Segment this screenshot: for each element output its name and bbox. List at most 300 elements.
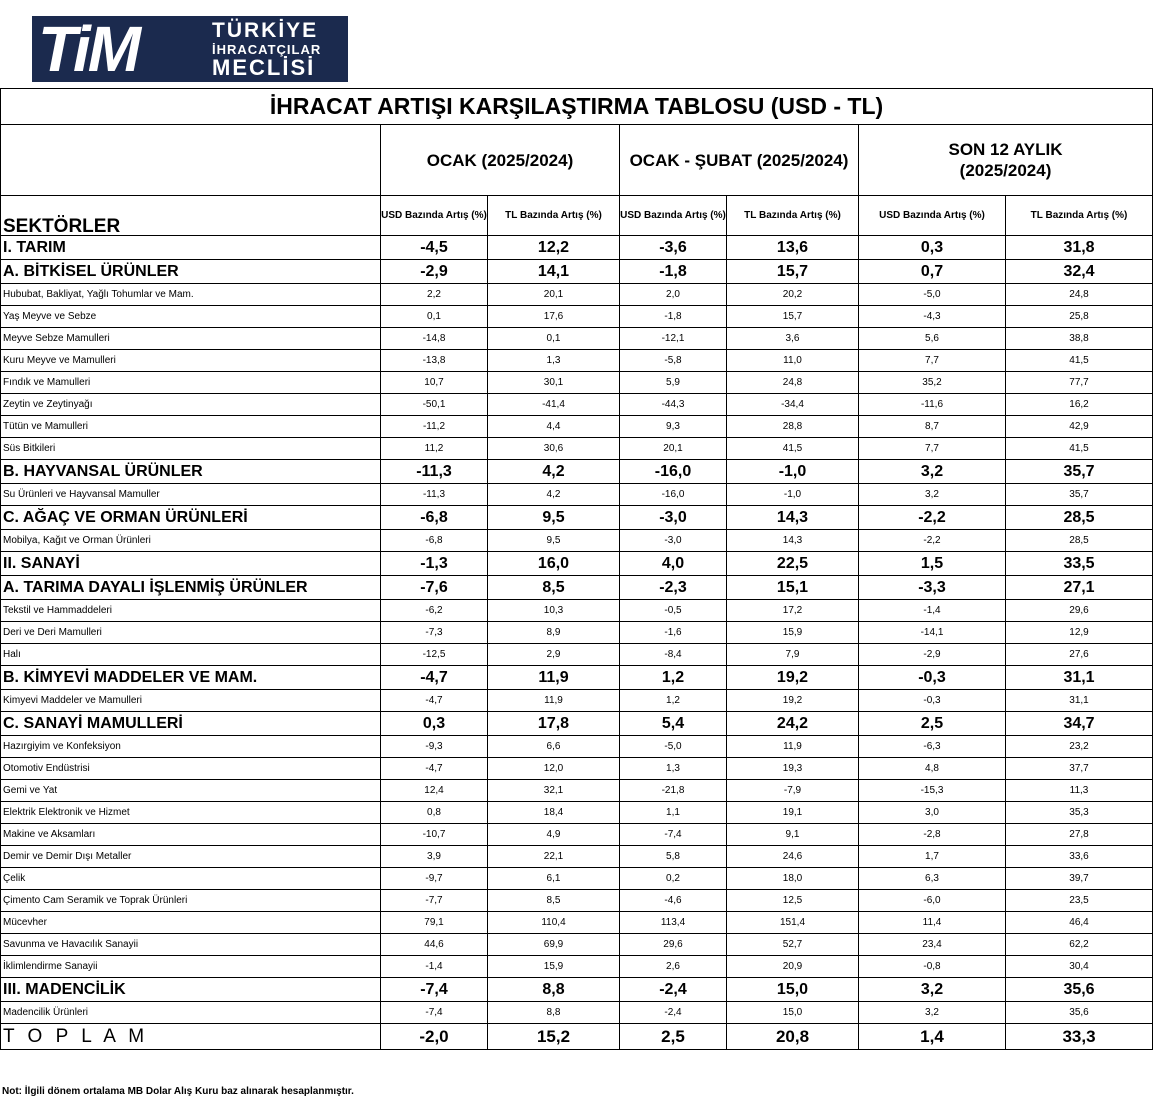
usd-change-cell: -12,5: [381, 644, 488, 666]
usd-change-cell: -2,2: [859, 506, 1006, 530]
tl-change-cell: 16,0: [488, 552, 620, 576]
sector-name: İklimlendirme Sanayii: [1, 956, 381, 978]
usd-change-cell: -0,3: [859, 666, 1006, 690]
tl-change-cell: 35,6: [1006, 1002, 1153, 1024]
usd-change-cell: 8,7: [859, 416, 1006, 438]
usd-change-cell: -3,0: [620, 506, 727, 530]
tl-change-cell: 9,5: [488, 530, 620, 552]
tl-change-cell: 20,9: [727, 956, 859, 978]
usd-change-cell: -1,3: [381, 552, 488, 576]
usd-change-cell: -50,1: [381, 394, 488, 416]
usd-change-cell: 1,3: [620, 758, 727, 780]
table-row: [1, 736, 1153, 758]
usd-change-cell: -4,6: [620, 890, 727, 912]
usd-change-cell: -1,8: [620, 306, 727, 328]
usd-change-cell: 23,4: [859, 934, 1006, 956]
table-row: [1, 530, 1153, 552]
tl-change-cell: 27,1: [1006, 576, 1153, 600]
usd-change-cell: -11,3: [381, 484, 488, 506]
tl-change-cell: 14,3: [727, 506, 859, 530]
tl-change-cell: 17,2: [727, 600, 859, 622]
tl-change-cell: 12,9: [1006, 622, 1153, 644]
tl-change-cell: 15,0: [727, 978, 859, 1002]
sector-name: Madencilik Ürünleri: [1, 1002, 381, 1024]
usd-change-cell: 3,9: [381, 846, 488, 868]
tl-change-cell: 41,5: [1006, 350, 1153, 372]
usd-change-cell: 3,0: [859, 802, 1006, 824]
tl-change-cell: 15,1: [727, 576, 859, 600]
usd-change-cell: -7,4: [620, 824, 727, 846]
sector-name: Mücevher: [1, 912, 381, 934]
sector-group-row: [1, 552, 1153, 576]
tl-change-cell: 20,1: [488, 284, 620, 306]
tl-change-cell: 8,8: [488, 978, 620, 1002]
usd-change-cell: -6,8: [381, 530, 488, 552]
usd-change-cell: -4,7: [381, 666, 488, 690]
table-row: [1, 284, 1153, 306]
table-title-row: [1, 89, 1153, 125]
sector-group-row: [1, 236, 1153, 260]
tl-change-cell: 77,7: [1006, 372, 1153, 394]
period-header-row: [1, 125, 1153, 196]
sector-name: Savunma ve Havacılık Sanayii: [1, 934, 381, 956]
subheader-usd: USD Bazında Artış (%): [620, 196, 727, 236]
usd-change-cell: -6,0: [859, 890, 1006, 912]
tl-change-cell: -41,4: [488, 394, 620, 416]
usd-change-cell: 2,6: [620, 956, 727, 978]
sector-name: A. TARIMA DAYALI İŞLENMİŞ ÜRÜNLER: [1, 576, 381, 600]
tl-change-cell: 15,2: [488, 1024, 620, 1050]
sector-name: Çelik: [1, 868, 381, 890]
tl-change-cell: -7,9: [727, 780, 859, 802]
tl-change-cell: 34,7: [1006, 712, 1153, 736]
sector-header: SEKTÖRLER: [1, 196, 381, 236]
usd-change-cell: -9,7: [381, 868, 488, 890]
sector-name: Deri ve Deri Mamulleri: [1, 622, 381, 644]
usd-change-cell: -21,8: [620, 780, 727, 802]
sector-name: C. AĞAÇ VE ORMAN ÜRÜNLERİ: [1, 506, 381, 530]
tl-change-cell: 9,5: [488, 506, 620, 530]
usd-change-cell: -14,8: [381, 328, 488, 350]
usd-change-cell: -44,3: [620, 394, 727, 416]
subheader-usd: USD Bazında Artış (%): [859, 196, 1006, 236]
tl-change-cell: 33,5: [1006, 552, 1153, 576]
usd-change-cell: -14,1: [859, 622, 1006, 644]
usd-change-cell: -4,7: [381, 758, 488, 780]
usd-change-cell: -5,0: [620, 736, 727, 758]
sector-name: Fındık ve Mamulleri: [1, 372, 381, 394]
usd-change-cell: -2,4: [620, 1002, 727, 1024]
table-row: [1, 780, 1153, 802]
table-row: [1, 890, 1153, 912]
usd-change-cell: 1,4: [859, 1024, 1006, 1050]
tl-change-cell: 23,5: [1006, 890, 1153, 912]
usd-change-cell: -7,6: [381, 576, 488, 600]
tl-change-cell: 30,4: [1006, 956, 1153, 978]
table-row: [1, 802, 1153, 824]
tl-change-cell: 24,6: [727, 846, 859, 868]
tl-change-cell: 15,9: [488, 956, 620, 978]
sector-name: II. SANAYİ: [1, 552, 381, 576]
tl-change-cell: 4,2: [488, 460, 620, 484]
table-row: [1, 1002, 1153, 1024]
footnote: Not: İlgili dönem ortalama MB Dolar Alış Kuru baz alınarak hesaplanmıştır.: [2, 1086, 354, 1097]
tl-change-cell: 19,2: [727, 666, 859, 690]
tl-change-cell: 11,9: [727, 736, 859, 758]
table-row: [1, 690, 1153, 712]
usd-change-cell: 9,3: [620, 416, 727, 438]
sector-name: Meyve Sebze Mamulleri: [1, 328, 381, 350]
usd-change-cell: 5,6: [859, 328, 1006, 350]
usd-change-cell: -16,0: [620, 460, 727, 484]
usd-change-cell: -16,0: [620, 484, 727, 506]
tl-change-cell: 23,2: [1006, 736, 1153, 758]
usd-change-cell: 1,1: [620, 802, 727, 824]
usd-change-cell: -0,5: [620, 600, 727, 622]
usd-change-cell: -13,8: [381, 350, 488, 372]
table-title: İHRACAT ARTIŞI KARŞILAŞTIRMA TABLOSU (USD - TL): [1, 89, 1153, 125]
tl-change-cell: 69,9: [488, 934, 620, 956]
usd-change-cell: 7,7: [859, 350, 1006, 372]
tl-change-cell: 27,8: [1006, 824, 1153, 846]
usd-change-cell: -8,4: [620, 644, 727, 666]
usd-change-cell: -5,0: [859, 284, 1006, 306]
usd-change-cell: -3,0: [620, 530, 727, 552]
tl-change-cell: 31,1: [1006, 666, 1153, 690]
usd-change-cell: -2,9: [381, 260, 488, 284]
tl-change-cell: 19,3: [727, 758, 859, 780]
tl-change-cell: 30,1: [488, 372, 620, 394]
tl-change-cell: 18,0: [727, 868, 859, 890]
tl-change-cell: 31,1: [1006, 690, 1153, 712]
usd-change-cell: -1,6: [620, 622, 727, 644]
table-row: [1, 438, 1153, 460]
sector-name: Otomotiv Endüstrisi: [1, 758, 381, 780]
tl-change-cell: 28,5: [1006, 506, 1153, 530]
header-blank: [1, 125, 381, 196]
tl-change-cell: 28,8: [727, 416, 859, 438]
sector-name: Elektrik Elektronik ve Hizmet: [1, 802, 381, 824]
usd-change-cell: 1,5: [859, 552, 1006, 576]
tl-change-cell: 18,4: [488, 802, 620, 824]
tl-change-cell: 12,2: [488, 236, 620, 260]
tl-change-cell: 15,7: [727, 306, 859, 328]
usd-change-cell: 0,7: [859, 260, 1006, 284]
sector-name: Gemi ve Yat: [1, 780, 381, 802]
tl-change-cell: 4,9: [488, 824, 620, 846]
usd-change-cell: -5,8: [620, 350, 727, 372]
tl-change-cell: 25,8: [1006, 306, 1153, 328]
usd-change-cell: 1,2: [620, 666, 727, 690]
usd-change-cell: 2,2: [381, 284, 488, 306]
usd-change-cell: 35,2: [859, 372, 1006, 394]
usd-change-cell: -7,3: [381, 622, 488, 644]
table-row: [1, 372, 1153, 394]
tl-change-cell: 32,4: [1006, 260, 1153, 284]
usd-change-cell: 0,1: [381, 306, 488, 328]
sector-name: Yaş Meyve ve Sebze: [1, 306, 381, 328]
tl-change-cell: 20,8: [727, 1024, 859, 1050]
tl-change-cell: 6,1: [488, 868, 620, 890]
tl-change-cell: 15,0: [727, 1002, 859, 1024]
sector-name: Çimento Cam Seramik ve Toprak Ürünleri: [1, 890, 381, 912]
table-row: [1, 956, 1153, 978]
usd-change-cell: -0,3: [859, 690, 1006, 712]
usd-change-cell: 3,2: [859, 484, 1006, 506]
tl-change-cell: 1,3: [488, 350, 620, 372]
sector-name: Halı: [1, 644, 381, 666]
sector-name: Su Ürünleri ve Hayvansal Mamuller: [1, 484, 381, 506]
tl-change-cell: 38,8: [1006, 328, 1153, 350]
tl-change-cell: 22,1: [488, 846, 620, 868]
tl-change-cell: 15,7: [727, 260, 859, 284]
usd-change-cell: 11,2: [381, 438, 488, 460]
period-header-ocak-subat: OCAK - ŞUBAT (2025/2024): [620, 125, 859, 196]
tl-change-cell: 22,5: [727, 552, 859, 576]
tl-change-cell: 32,1: [488, 780, 620, 802]
usd-change-cell: 0,3: [381, 712, 488, 736]
usd-change-cell: -2,3: [620, 576, 727, 600]
tl-change-cell: 7,9: [727, 644, 859, 666]
usd-change-cell: -10,7: [381, 824, 488, 846]
sector-name: Süs Bitkileri: [1, 438, 381, 460]
tl-change-cell: 24,2: [727, 712, 859, 736]
usd-change-cell: 12,4: [381, 780, 488, 802]
sector-name: Kuru Meyve ve Mamulleri: [1, 350, 381, 372]
table-row: [1, 824, 1153, 846]
sector-name: Tekstil ve Hammaddeleri: [1, 600, 381, 622]
usd-change-cell: 20,1: [620, 438, 727, 460]
usd-change-cell: 29,6: [620, 934, 727, 956]
table-row: [1, 416, 1153, 438]
sector-name: A. BİTKİSEL ÜRÜNLER: [1, 260, 381, 284]
sector-name: III. MADENCİLİK: [1, 978, 381, 1002]
usd-change-cell: 3,2: [859, 1002, 1006, 1024]
tl-change-cell: 11,0: [727, 350, 859, 372]
sector-name: Hazırgiyim ve Konfeksiyon: [1, 736, 381, 758]
tl-change-cell: 19,1: [727, 802, 859, 824]
usd-change-cell: 2,5: [859, 712, 1006, 736]
usd-change-cell: 2,0: [620, 284, 727, 306]
tl-change-cell: 11,9: [488, 690, 620, 712]
tl-change-cell: 39,7: [1006, 868, 1153, 890]
tl-change-cell: 11,3: [1006, 780, 1153, 802]
table-row: [1, 758, 1153, 780]
sector-name: Demir ve Demir Dışı Metaller: [1, 846, 381, 868]
tl-change-cell: 15,9: [727, 622, 859, 644]
table-row: [1, 622, 1153, 644]
tl-change-cell: 12,5: [727, 890, 859, 912]
tl-change-cell: 9,1: [727, 824, 859, 846]
usd-change-cell: -4,5: [381, 236, 488, 260]
usd-change-cell: 113,4: [620, 912, 727, 934]
usd-change-cell: -0,8: [859, 956, 1006, 978]
tl-change-cell: 37,7: [1006, 758, 1153, 780]
tl-change-cell: 28,5: [1006, 530, 1153, 552]
tl-change-cell: 35,7: [1006, 484, 1153, 506]
logo-line1: TÜRKİYE: [212, 18, 319, 42]
table-row: [1, 350, 1153, 372]
table-row: [1, 912, 1153, 934]
usd-change-cell: 3,2: [859, 460, 1006, 484]
sector-name: Mobilya, Kağıt ve Orman Ürünleri: [1, 530, 381, 552]
usd-change-cell: 79,1: [381, 912, 488, 934]
usd-change-cell: -11,3: [381, 460, 488, 484]
tl-change-cell: 35,3: [1006, 802, 1153, 824]
subheader-usd: USD Bazında Artış (%): [381, 196, 488, 236]
usd-change-cell: -2,4: [620, 978, 727, 1002]
usd-change-cell: 44,6: [381, 934, 488, 956]
usd-change-cell: 10,7: [381, 372, 488, 394]
logo-line3: MECLİSİ: [212, 54, 316, 80]
sector-group-row: [1, 260, 1153, 284]
tl-change-cell: 17,8: [488, 712, 620, 736]
tim-logo: [32, 13, 348, 85]
tl-change-cell: 4,2: [488, 484, 620, 506]
tl-change-cell: 2,9: [488, 644, 620, 666]
usd-change-cell: 4,8: [859, 758, 1006, 780]
usd-change-cell: 11,4: [859, 912, 1006, 934]
sector-name: Kimyevi Maddeler ve Mamulleri: [1, 690, 381, 712]
tl-change-cell: 46,4: [1006, 912, 1153, 934]
tl-change-cell: 41,5: [1006, 438, 1153, 460]
usd-change-cell: -12,1: [620, 328, 727, 350]
usd-change-cell: 6,3: [859, 868, 1006, 890]
tl-change-cell: 31,8: [1006, 236, 1153, 260]
tl-change-cell: 42,9: [1006, 416, 1153, 438]
usd-change-cell: 5,9: [620, 372, 727, 394]
usd-change-cell: -15,3: [859, 780, 1006, 802]
tl-change-cell: 11,9: [488, 666, 620, 690]
table-row: [1, 600, 1153, 622]
tl-change-cell: 17,6: [488, 306, 620, 328]
tl-change-cell: 8,8: [488, 1002, 620, 1024]
usd-change-cell: 5,4: [620, 712, 727, 736]
table-row: [1, 846, 1153, 868]
tl-change-cell: 24,8: [1006, 284, 1153, 306]
subheader-tl: TL Bazında Artış (%): [1006, 196, 1153, 236]
export-comparison-table: [0, 88, 1153, 1050]
table-row: [1, 868, 1153, 890]
sector-group-row: [1, 712, 1153, 736]
sector-name: Zeytin ve Zeytinyağı: [1, 394, 381, 416]
usd-change-cell: -7,4: [381, 978, 488, 1002]
sector-name: B. KİMYEVİ MADDELER VE MAM.: [1, 666, 381, 690]
usd-change-cell: -2,0: [381, 1024, 488, 1050]
tl-change-cell: 33,6: [1006, 846, 1153, 868]
tl-change-cell: -1,0: [727, 484, 859, 506]
tl-change-cell: 24,8: [727, 372, 859, 394]
tl-change-cell: -1,0: [727, 460, 859, 484]
tl-change-cell: 62,2: [1006, 934, 1153, 956]
sector-group-row: [1, 460, 1153, 484]
usd-change-cell: -2,2: [859, 530, 1006, 552]
tl-change-cell: 110,4: [488, 912, 620, 934]
sector-name: Makine ve Aksamları: [1, 824, 381, 846]
tl-change-cell: 6,6: [488, 736, 620, 758]
usd-change-cell: -6,2: [381, 600, 488, 622]
usd-change-cell: 1,7: [859, 846, 1006, 868]
table-row: [1, 306, 1153, 328]
sector-name: I. TARIM: [1, 236, 381, 260]
usd-change-cell: -11,2: [381, 416, 488, 438]
usd-change-cell: -2,9: [859, 644, 1006, 666]
tl-change-cell: 35,7: [1006, 460, 1153, 484]
tl-change-cell: 10,3: [488, 600, 620, 622]
usd-change-cell: -1,4: [381, 956, 488, 978]
sector-group-row: [1, 978, 1153, 1002]
usd-change-cell: 7,7: [859, 438, 1006, 460]
usd-change-cell: -7,4: [381, 1002, 488, 1024]
tl-change-cell: 151,4: [727, 912, 859, 934]
tl-change-cell: 3,6: [727, 328, 859, 350]
tl-change-cell: -34,4: [727, 394, 859, 416]
usd-change-cell: -7,7: [381, 890, 488, 912]
tl-change-cell: 33,3: [1006, 1024, 1153, 1050]
sector-group-row: [1, 666, 1153, 690]
usd-change-cell: 3,2: [859, 978, 1006, 1002]
usd-change-cell: -4,3: [859, 306, 1006, 328]
total-row: [1, 1024, 1153, 1050]
usd-change-cell: 1,2: [620, 690, 727, 712]
sector-name: T O P L A M: [1, 1024, 381, 1050]
table-row: [1, 644, 1153, 666]
period-header-ocak: OCAK (2025/2024): [381, 125, 620, 196]
usd-change-cell: -6,8: [381, 506, 488, 530]
tl-change-cell: 8,5: [488, 890, 620, 912]
sector-group-row: [1, 506, 1153, 530]
tl-change-cell: 4,4: [488, 416, 620, 438]
tl-change-cell: 29,6: [1006, 600, 1153, 622]
tl-change-cell: 14,1: [488, 260, 620, 284]
subheader-row: [1, 196, 1153, 236]
usd-change-cell: -3,6: [620, 236, 727, 260]
usd-change-cell: -1,4: [859, 600, 1006, 622]
usd-change-cell: 2,5: [620, 1024, 727, 1050]
usd-change-cell: -3,3: [859, 576, 1006, 600]
usd-change-cell: -6,3: [859, 736, 1006, 758]
subheader-tl: TL Bazında Artış (%): [727, 196, 859, 236]
tl-change-cell: 8,9: [488, 622, 620, 644]
tl-change-cell: 16,2: [1006, 394, 1153, 416]
tl-change-cell: 30,6: [488, 438, 620, 460]
logo-line2: İHRACATÇILAR: [212, 41, 322, 57]
usd-change-cell: -1,8: [620, 260, 727, 284]
usd-change-cell: -4,7: [381, 690, 488, 712]
tl-change-cell: 27,6: [1006, 644, 1153, 666]
tl-change-cell: 35,6: [1006, 978, 1153, 1002]
tl-change-cell: 13,6: [727, 236, 859, 260]
table-row: [1, 934, 1153, 956]
tl-change-cell: 20,2: [727, 284, 859, 306]
tl-change-cell: 19,2: [727, 690, 859, 712]
usd-change-cell: -9,3: [381, 736, 488, 758]
logo-mark: TiM: [38, 13, 139, 85]
tl-change-cell: 14,3: [727, 530, 859, 552]
usd-change-cell: 5,8: [620, 846, 727, 868]
logo-words: [208, 20, 321, 79]
usd-change-cell: -2,8: [859, 824, 1006, 846]
period-header-son-12-aylik: SON 12 AYLIK (2025/2024): [859, 125, 1153, 196]
tl-change-cell: 41,5: [727, 438, 859, 460]
sector-name: C. SANAYİ MAMULLERİ: [1, 712, 381, 736]
usd-change-cell: 0,8: [381, 802, 488, 824]
sector-name: Tütün ve Mamulleri: [1, 416, 381, 438]
subheader-tl: TL Bazında Artış (%): [488, 196, 620, 236]
tl-change-cell: 0,1: [488, 328, 620, 350]
tl-change-cell: 8,5: [488, 576, 620, 600]
usd-change-cell: 0,2: [620, 868, 727, 890]
